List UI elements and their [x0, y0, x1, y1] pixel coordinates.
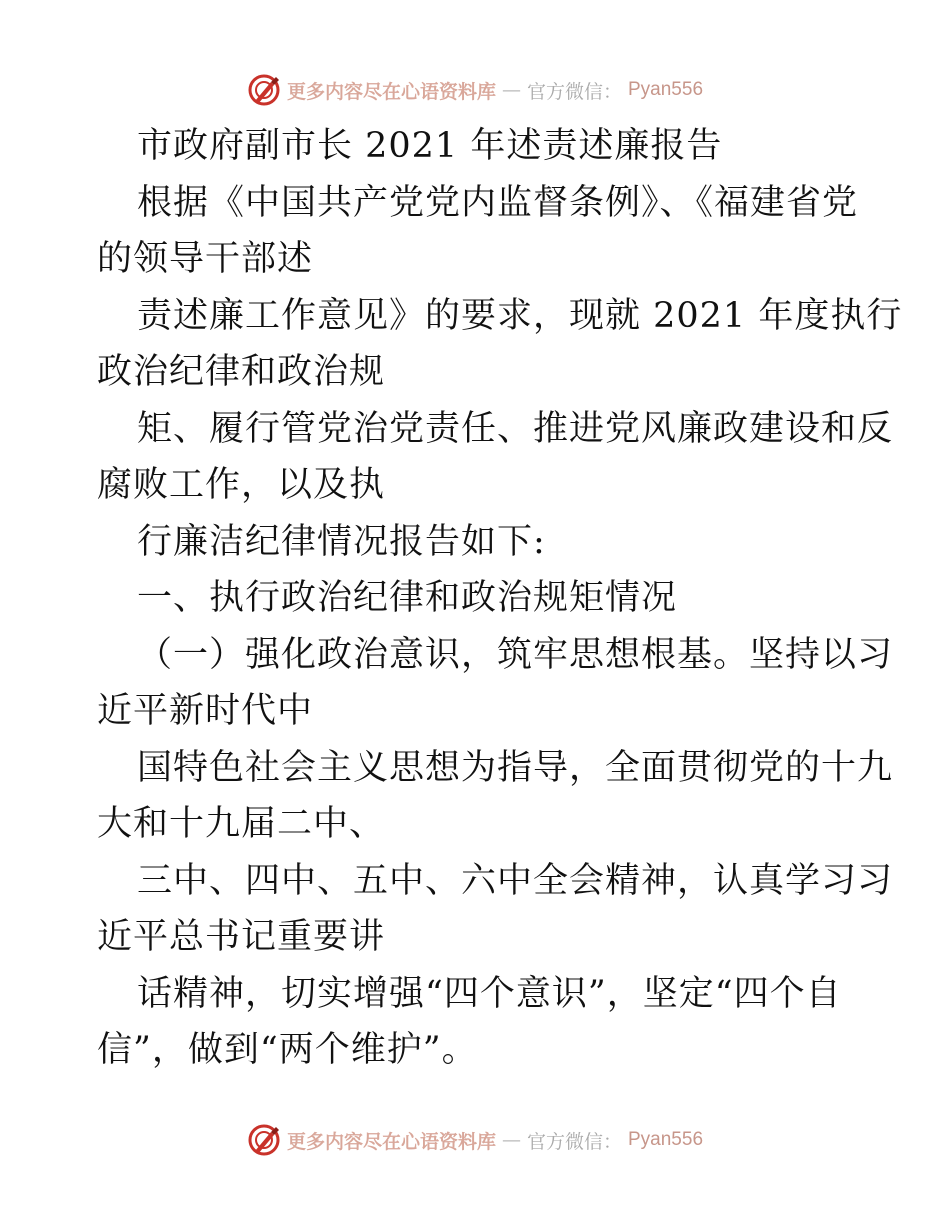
paragraph-line: 责述廉工作意见》的要求，现就 2021 年度执行 — [137, 295, 903, 336]
paragraph-line: 根据《中国共产党党内监督条例》、《福建省党 — [137, 182, 859, 223]
watermark-wechat-id: Pyan556 — [628, 1129, 704, 1150]
paragraph-line: 的领导干部述 — [97, 239, 314, 279]
pen-logo-icon — [247, 1123, 281, 1157]
watermark-separator: — — [501, 79, 521, 101]
paragraph-line: 近平新时代中 — [97, 691, 314, 731]
paragraph-line: 政治纪律和政治规 — [97, 352, 386, 392]
watermark-separator: — — [501, 1129, 521, 1151]
watermark-text: 更多内容尽在心语资料库 — [286, 80, 496, 103]
paragraph-line: 腐败工作，以及执 — [97, 465, 386, 505]
paragraph-line: 国特色社会主义思想为指导，全面贯彻党的十九 — [137, 747, 894, 788]
watermark-wechat-label: 官方微信： — [526, 80, 622, 103]
paragraph-line: 大和十九届二中、 — [97, 804, 386, 844]
watermark-wechat-label: 官方微信： — [526, 1130, 622, 1153]
paragraph-line: 行廉洁纪律情况报告如下: — [137, 521, 546, 562]
pen-logo-icon — [247, 73, 281, 107]
paragraph-line: 矩、履行管党治党责任、推进党风廉政建设和反 — [137, 408, 894, 449]
paragraph-line: （一）强化政治意识，筑牢思想根基。坚持以习 — [137, 634, 894, 675]
section-heading: 一、执行政治纪律和政治规矩情况 — [137, 578, 678, 618]
header-watermark — [0, 70, 950, 110]
watermark-text: 更多内容尽在心语资料库 — [286, 1130, 496, 1153]
paragraph-line: 信”，做到“两个维护”。 — [97, 1030, 478, 1070]
paragraph-line: 话精神，切实增强“四个意识”，坚定“四个自 — [137, 973, 842, 1014]
document-title: 市政府副市长 2021 年述责述廉报告 — [137, 126, 723, 166]
document-body — [97, 118, 903, 1079]
watermark-wechat-id: Pyan556 — [628, 79, 704, 100]
footer-watermark — [0, 1120, 950, 1160]
paragraph-line: 近平总书记重要讲 — [97, 917, 386, 957]
paragraph-line: 三中、四中、五中、六中全会精神，认真学习习 — [137, 860, 894, 901]
